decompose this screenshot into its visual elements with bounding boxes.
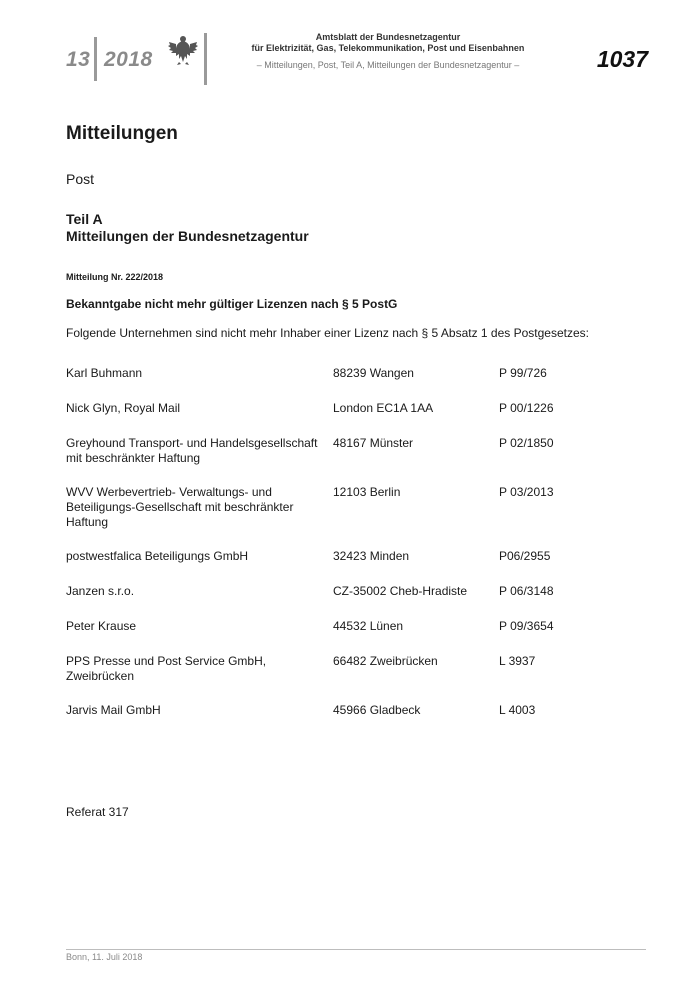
license-number: P 09/3654 — [499, 619, 554, 633]
company-location: 66482 Zweibrücken — [333, 654, 438, 668]
company-name: Greyhound Transport- und Handelsgesellschaft mit beschränkter Haftung — [66, 436, 318, 465]
company-name: Peter Krause — [66, 619, 137, 633]
list-item — [66, 436, 656, 485]
company-location: 88239 Wangen — [333, 366, 414, 380]
license-number: P 02/1850 — [499, 436, 554, 450]
license-number: L 4003 — [499, 703, 536, 717]
company-location: 45966 Gladbeck — [333, 703, 421, 717]
license-list — [66, 366, 656, 738]
license-number: P 03/2013 — [499, 485, 554, 499]
company-location: 32423 Minden — [333, 549, 410, 563]
part-heading — [66, 211, 309, 245]
part-label: Teil A — [66, 211, 103, 227]
list-item — [66, 366, 656, 401]
list-item — [66, 401, 656, 436]
referat-signature: Referat 317 — [66, 805, 129, 819]
company-location: 44532 Lünen — [333, 619, 404, 633]
company-location: 12103 Berlin — [333, 485, 401, 499]
publication-title: Amtsblatt der Bundesnetzagentur — [315, 32, 461, 42]
company-name: Nick Glyn, Royal Mail — [66, 401, 181, 415]
list-item — [66, 549, 656, 584]
company-name: postwestfalica Beteiligungs GmbH — [66, 549, 249, 563]
company-name: WVV Werbevertrieb- Verwaltungs- und Beteiligungs-Gesellschaft mit beschränkter Haftung — [66, 485, 294, 529]
header-emblem-divider — [204, 33, 207, 85]
section-running-head: – Mitteilungen, Post, Teil A, Mitteilungen der Bundesnetzagentur – — [256, 60, 520, 70]
issue-year: 2018 — [104, 48, 153, 71]
federal-eagle-icon — [168, 34, 198, 66]
license-number: P06/2955 — [499, 549, 551, 563]
notice-number: Mitteilung Nr. 222/2018 — [66, 272, 164, 282]
license-number: P 00/1226 — [499, 401, 554, 415]
part-title: Mitteilungen der Bundesnetzagentur — [66, 228, 309, 244]
issue-number: 13 — [66, 48, 91, 71]
section-heading: Post — [66, 171, 95, 187]
license-number: P 99/726 — [499, 366, 547, 380]
notice-title: Bekanntgabe nicht mehr gültiger Lizenzen nach § 5 PostG — [66, 297, 398, 311]
company-name: Karl Buhmann — [66, 366, 143, 380]
publication-subtitle: für Elektrizität, Gas, Telekommunikation, Post und Eisenbahnen — [251, 43, 525, 53]
company-location: CZ-35002 Cheb-Hradiste — [333, 584, 468, 598]
notice-intro: Folgende Unternehmen sind nicht mehr Inhaber einer Lizenz nach § 5 Absatz 1 des Postgesetzes: — [66, 326, 589, 340]
list-item — [66, 654, 656, 703]
page-title: Mitteilungen — [66, 123, 178, 144]
list-item — [66, 703, 656, 738]
company-name: PPS Presse und Post Service GmbH, Zweibrücken — [66, 654, 267, 683]
list-item — [66, 619, 656, 654]
license-number: P 06/3148 — [499, 584, 554, 598]
company-location: London EC1A 1AA — [333, 401, 434, 415]
company-location: 48167 Münster — [333, 436, 414, 450]
company-name: Janzen s.r.o. — [66, 584, 135, 598]
footer-place-date: Bonn, 11. Juli 2018 — [66, 952, 143, 962]
license-number: L 3937 — [499, 654, 536, 668]
footer-divider — [66, 949, 646, 950]
company-name: Jarvis Mail GmbH — [66, 703, 161, 717]
list-item — [66, 584, 656, 619]
list-item — [66, 485, 656, 549]
page-number: 1037 — [596, 46, 648, 72]
header-divider — [94, 37, 97, 81]
